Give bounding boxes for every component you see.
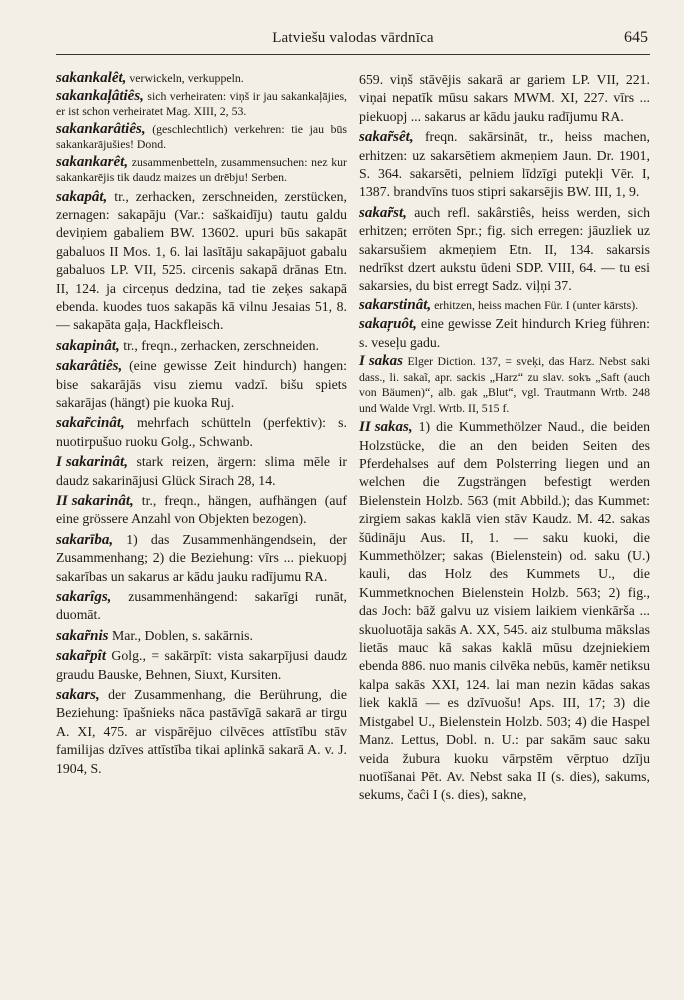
- entry-text: zusammenhängend: sakarīgi runāt, duomāt.: [56, 589, 347, 623]
- entry-text: Golg., = sakārpīt: vista sakarpījusi daudz graudu Bauske, Behnen, Siuxt, Kursiten.: [56, 648, 347, 682]
- headword: sakar̃sêt,: [359, 129, 414, 146]
- entry-text: zusammenbetteln, zusammensuchen: nez kur sakankarējis tik daudz maizes un drēbju! Serben.: [56, 154, 347, 184]
- entry-text: auch refl. sakârstiês, heiss werden, sich erhitzen; erröten Spr.; fig. sich erregen: jāuzliek uz sakarsušiem akmeņiem Etn. II, 134. sakarsis nedrīkst dzert aukstu ūdeni SDP. VIII, 64. — tu esi sakarsies, du bist erregt Sadz. viļņi 37.: [359, 204, 651, 294]
- dictionary-entry: [359, 128, 650, 202]
- entry-text: (geschlechtlich) verkehren: tie jau būs sakankarājušies! Dond.: [56, 121, 347, 151]
- dictionary-entry: [56, 414, 347, 451]
- headword: sakar̃nis: [56, 627, 109, 644]
- headword: sakankarâtiês,: [56, 120, 146, 137]
- entry-text: tr., freqn., zerhacken, zerschneiden.: [123, 337, 319, 353]
- dictionary-entry: [56, 155, 347, 186]
- entry-text: eine gewisse Zeit hindurch Krieg führen: s. veseļu gadu.: [359, 316, 650, 350]
- dictionary-entry: [359, 71, 650, 126]
- right-column: [359, 71, 650, 807]
- headword: sakarîgs,: [56, 589, 112, 606]
- entry-text: Elger Diction. 137, = sveķi, das Harz. Nebst saki dass., li. sakaĩ, apr. sackis „Harz“ zu slav. sokъ „Saft (auch von Bäumen)“, alb. gak „Blut“, vgl. Trautmann Wrtb. 248 und Walde Vrgl. Wrtb. II, 515 f.: [359, 354, 651, 415]
- homonym-number: I: [359, 353, 365, 370]
- entry-text: sich verheiraten: viņš ir jau sakankaļājies, er ist schon verheiratet Mag. XIII, 2, 53.: [56, 88, 347, 118]
- page-number: 645: [624, 29, 648, 46]
- entry-text: erhitzen, heiss machen Für. I (unter kārsts).: [434, 297, 639, 312]
- headword: sakapinât,: [56, 337, 120, 354]
- dictionary-entry: [56, 453, 347, 490]
- dictionary-entry: [56, 531, 347, 586]
- entry-text: freqn. sakārsināt, tr., heiss machen, erhitzen: uz sakarsētiem akmeņiem Jaun. Dr. 1901, S. 364. sakarsēti, pelniem līdzīgi putekļi Vēr. I, 1387. brandvīns tuos stipri sakarsējis BW. III, 1, 9.: [359, 129, 650, 200]
- dictionary-entry: [359, 315, 650, 352]
- headword: sakapât,: [56, 188, 108, 205]
- headword: sakar̃pît: [56, 648, 107, 665]
- dictionary-entry: [56, 337, 347, 355]
- entry-text: tr., freqn., hängen, aufhängen (auf eine grössere Anzahl von Objekten bezogen).: [56, 493, 347, 527]
- dictionary-entry: [359, 354, 650, 416]
- dictionary-entry: [56, 122, 347, 153]
- headword: sakarstinât,: [359, 296, 432, 313]
- dictionary-entry: [56, 627, 347, 645]
- dictionary-entry: [56, 588, 347, 625]
- dictionary-entry: [56, 492, 347, 529]
- headword: sakar̃st,: [359, 204, 407, 221]
- dictionary-entry: [56, 647, 347, 684]
- dictionary-entry: [359, 418, 650, 805]
- text-columns: [56, 71, 650, 807]
- entry-text: tr., zerhacken, zerschneiden, zerstücken, zernagen: sakapāju (Var.: saškaidīju) tautu galdu deviņiem gabaliem BW. 13602. upuri būs sakapāt gabaluos II Mos. 1, 6. lai lasītāju sakapājuot gabalu gabaluos LP. VII, 525. circenis sakapā drānas Etn. II, 124. ja circeņus dedzina, tad tie zeķes sakapā ebenda. kuodes tuos sakapās kā vilnu Jesaias 51, 8. — sakapāta gaļa, Hackfleisch.: [56, 188, 347, 333]
- dictionary-entry: [56, 188, 347, 335]
- headword: sakaŗuôt,: [359, 316, 417, 333]
- entry-text: 1) die Kummethölzer Naud., die beiden Holzstücke, die an den beiden Seiten des Pferdehalses auf dem Polsterring liegen und an welchen die Zugsträngen befestigt werden Bielenstein Holzb. 563 (mit Abbild.); das Kummet: zirgiem sakas kaklā vien stāv Kaudz. M. 42. sakas šūdināju Aus. II, 1. — saku kuoki, die Kummethölzer; sakas (Bielenstein) od. saku (U.) kauli, das Holz des Kummets U., die Kummetknochen Bielenstein Holzb. 563; 2) fig., das Joch: bāž galvu uz visiem laikiem vienkāršа ... skuoluotāja sakās A. XX, 545. aiz stulbuma mākslas lietās mauc kā sakas kaklā mūsu dzejniekiem ebenda 886. nuo manis cilvēka nebūs, kamēr netiksu kalpa sakās XXI, 124. lai man nezin kādas sakas liek kaklā — es dzīvuošu! Aps. III, 17; 3) die Mistgabel U., Bielenstein Holzb. 503; 4) die Haspel Manz. Lettus, Dobl. n. U.: par sakām sauc saku veida žubura kuoku vārpstēm vērptuo dzīju nuotīšanai Pēt. Av. Nebst saka II (s. dies), sakums, sekums, čaĉi I (s. dies), sakne,: [359, 419, 651, 803]
- dictionary-entry: [359, 204, 650, 296]
- headword: sakankaļâtiês,: [56, 87, 144, 104]
- entry-text: (eine gewisse Zeit hindurch) hangen: bise sakarājās visu ziemu vadzī. bišu spiets sakarājas (hängt) pie kuoka Ruj.: [56, 358, 347, 410]
- entry-text: der Zusammenhang, die Berührung, die Beziehung: īpašnieks nāca pastāvīgā sakarā ar tirgu A. XI, 475. ar vispārējuo cilvēces attīstību stāv familijas dzīves attīstība tikai aplinkā sakarā A. v. J. 1904, S.: [56, 687, 347, 776]
- dictionary-entry: [56, 686, 347, 778]
- headword: sakars,: [56, 687, 100, 704]
- headword: sakarība,: [56, 531, 114, 548]
- entry-text: verwickeln, verkuppeln.: [129, 71, 244, 85]
- headword: sakarinât,: [71, 493, 134, 509]
- entry-text: Mar., Doblen, s. sakārnis.: [111, 627, 253, 643]
- headword: sakankarêt,: [56, 153, 129, 170]
- dictionary-entry: [359, 298, 650, 314]
- entry-text: mehrfach schütteln (perfektiv): s. nuotirpušuo ruoku Golg., Schwanb.: [56, 415, 347, 449]
- headword: sakarinât,: [65, 454, 128, 471]
- headword: sakankalêt,: [56, 70, 127, 86]
- dictionary-entry: [56, 357, 347, 412]
- headword: sakar̃cinât,: [56, 415, 125, 432]
- entry-text: stark reizen, ärgern: slima mēle ir daudz sakarinājusi Glück Sirach 28, 14.: [56, 454, 347, 488]
- left-column: [56, 71, 347, 807]
- dictionary-entry: [56, 71, 347, 87]
- entry-text: 659. viņš stāvējis sakarā ar gariem LP. VII, 221. viņai nepatīk mūsu sakars MWM. XI, 227. vīrs ... piekuopj ... sakarus ar kādu jauku radījumu RA.: [359, 72, 650, 124]
- homonym-number: II: [359, 419, 371, 436]
- dictionary-entry: [56, 89, 347, 120]
- headword: sakarâtiês,: [56, 358, 123, 375]
- page-header: [56, 26, 650, 55]
- entry-text: 1) das Zusammenhängendsein, der Zusammenhang; 2) die Beziehung: vīrs ... piekuopj sakarības un sakarus ar kādu jauku radījumu RA.: [56, 531, 347, 584]
- running-title: Latviešu valodas vārdnīca: [272, 30, 434, 46]
- homonym-number: I: [56, 454, 62, 471]
- homonym-number: II: [56, 493, 68, 509]
- headword: sakas: [368, 353, 404, 370]
- headword: sakas,: [374, 419, 413, 436]
